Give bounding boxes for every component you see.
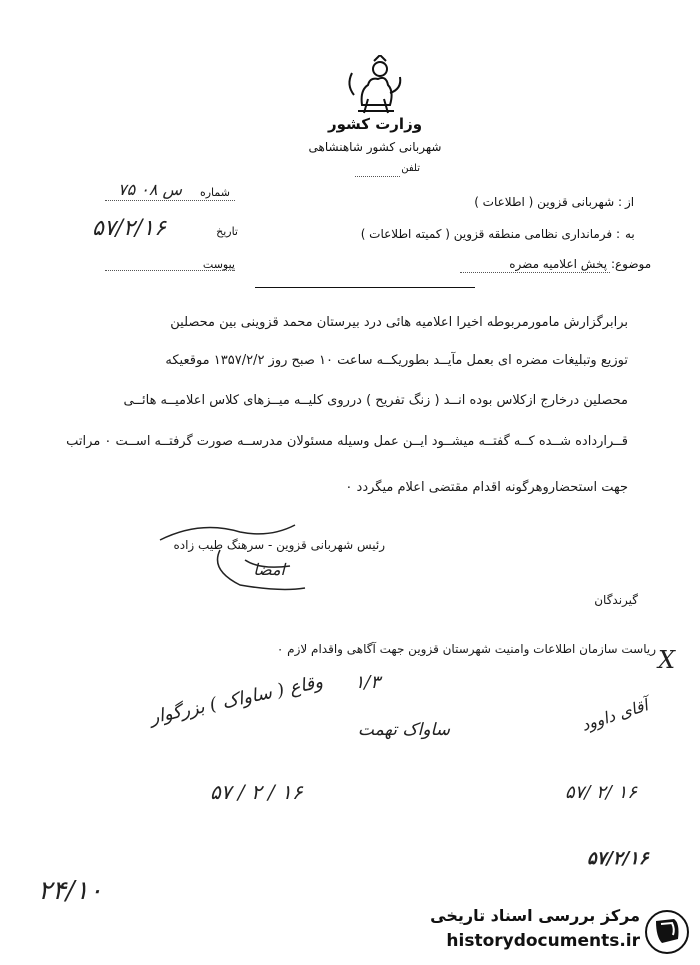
to-label: به [625,227,635,241]
handwritten-note-6: ۵۷/ ۲/ ۱۶ [565,782,637,803]
from-value: : شهربانی قزوین ( اطلاعات ) [474,195,622,209]
phone-line [355,176,400,177]
attachment-line [105,270,235,271]
handwritten-note-3: ساواک تهمت [357,720,450,740]
signature-scribble-icon [150,510,310,595]
lion-and-sun-emblem-icon [340,55,410,115]
header-divider [255,287,475,288]
signature-title: رئیس شهربانی قزوین - سرهنگ طیب زاده [173,538,385,552]
body-line-1: برابرگزارش مامورمربوطه اخیرا اعلامیه هائی درد بیرستان محمد قزوینی بین محصلین [170,315,628,330]
to-value: : فرمانداری نظامی منطقه قزوین ( کمیته اطلاعات ) [360,227,620,241]
watermark-url: historydocuments.ir [446,931,640,951]
ministry-title: وزارت کشور [327,115,423,133]
date-label: تاریخ [216,225,238,238]
office-title: شهربانی کشور شاهنشاهی [308,140,442,154]
attachment-label: پیوست [202,258,235,271]
signature-scribble-text: امضا [253,560,285,579]
body-line-5: جهت استحضاروهرگونه اقدام مقتضی اعلام میگردد ۰ [345,480,628,495]
handwritten-note-2: وقاع ( ساواک ) بزرگوار [148,671,325,729]
body-line-3: محصلین درخارج ازکلاس بوده انــد ( زنگ تفریح ) درروی کلیــه میــزهای کلاس اعلامیــه هائــی [123,393,628,408]
handwritten-note-5: آقای داوود [579,695,651,735]
body-line-2: توزیع وتبلیغات مضره ای بعمل مآیــد بطوریکــه ساعت ۱۰ صبح روز ۱۳۵۷/۲/۲ موقعیکه [165,353,628,368]
referral-line: ریاست سازمان اطلاعات وامنیت شهرستان قزوین جهت آگاهی واقدام لازم ۰ [276,642,656,656]
watermark-title: مرکز بررسی اسناد تاریخی [430,906,640,925]
page-number: ۲۴/۱۰ [38,876,103,906]
subject-label: موضوع [615,257,652,271]
handwritten-note-4: ۵۷ / ۲ / ۱۶ [210,780,303,804]
subject-line [460,272,610,273]
subject-value: : پخش اعلامیه مضره [509,257,615,271]
number-label: شماره [199,186,230,199]
phone-label: تلفن [401,163,420,174]
receiver-label: گیرندگان [594,593,638,607]
number-value: ۷۵ س ۰۸ [118,180,183,199]
handwritten-note-1: ۱/۳ [354,672,380,693]
body-line-4: قــرارداده شــده کــه گفتــه میشــود ایــن عمل وسیله مسئولان مدرســه صورت گرفتــه اســت ۰ مراتب [66,434,628,449]
from-label: از [625,195,635,209]
number-line [105,200,235,201]
handwritten-note-7: ۵۷/۲/۱۶ [587,848,649,869]
date-value: ۵۷/۲/۱۶ [92,216,166,241]
archive-logo-icon [644,909,690,955]
handwritten-x-mark: X [658,646,676,674]
